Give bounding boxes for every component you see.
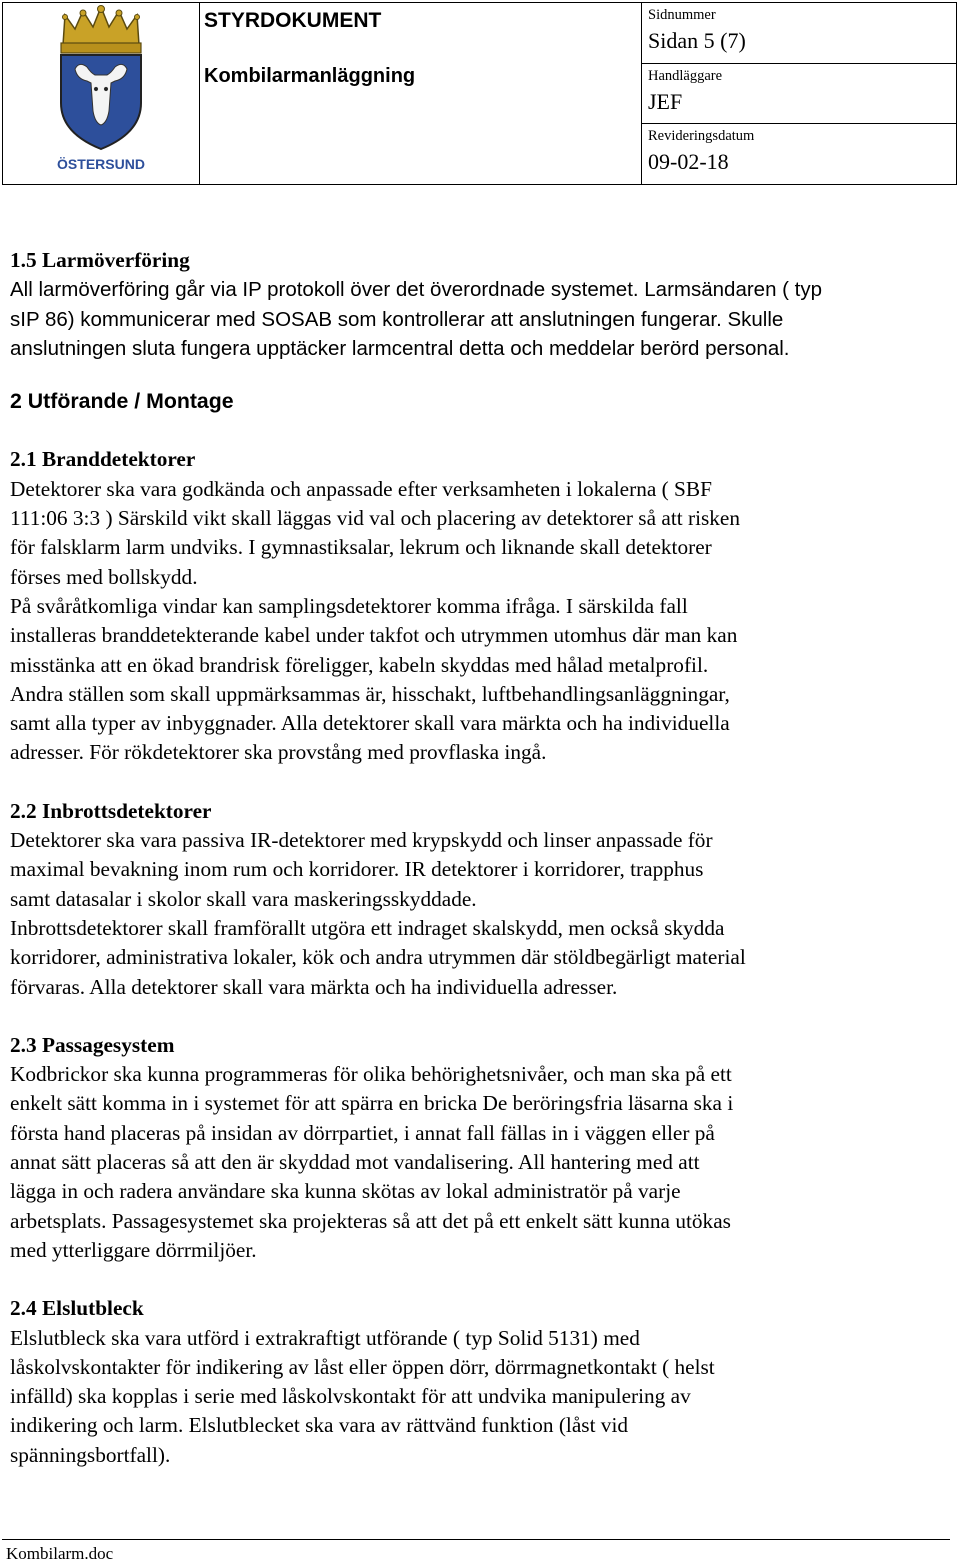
handler-row [642,64,956,125]
logo-banner-text: ÖSTERSUND [57,156,145,172]
section-heading-2: 2 Utförande / Montage [10,389,234,414]
section-body-2-3: Kodbrickor ska kunna programmeras för olika behörighetsnivåer, och man ska på ett enkelt sätt komma in i systemet för att spärra en bricka De beröringsfria läsarna ska i första hand placeras på insidan av dörrpartiet, i annat fall fällas in i väggen eller på annat sätt placeras så att den är skyddad mot vandalisering. All hantering med att lägga in och radera användare ska kunna skötas av lokal administratör på varje arbetsplats. Passagesystemet ska projekteras så att det på ett enkelt sätt kunna utökas med ytterliggare dörrmiljöer. [10,1062,734,1262]
revision-date-row [642,124,956,184]
page-number-row [642,3,956,64]
metadata-cell [642,3,956,184]
section-heading-1-5: 1.5 Larmöverföring [10,248,190,272]
section-heading-2-4: 2.4 Elslutbleck [10,1296,144,1321]
document-body [10,246,930,1470]
crown-icon [61,6,141,54]
section-heading-2-2: 2.2 Inbrottsdetektorer [10,798,212,823]
section-body-2-2: Detektorer ska vara passiva IR-detektorer med krypskydd och linser anpassade för maximal bevakning inom rum och korridorer. IR detektorer i korridorer, trapphus samt datasalar i skolor skall vara maskeringsskyddade. Inbrottsdetektorer skall framförallt utgöra ett indraget skalskydd, men också skydda korridorer, administrativa lokaler, kök och andra utrymmen där stöldbegärligt material förvaras. Alla detektorer skall vara märkta och ha individuella adresser. [10,828,746,999]
document-name: Kombilarmanläggning [204,65,416,87]
logo-cell [3,3,200,184]
footer-filename: Kombilarm.doc [6,1544,114,1563]
section-body-2-4: Elslutbleck ska vara utförd i extrakraftigt utförande ( typ Solid 5131) med låskolvskontakter för indikering av låst eller öppen dörr, dörrmagnetkontakt ( helst infälld) ska kopplas i serie med låskolvskontakt för att undvika manipulering av indikering och larm. Elslutblecket ska vara av rättvänd funktion (låst vid spänningsbortfall). [10,1325,715,1467]
document-type: STYRDOKUMENT [204,9,382,32]
section-body-1-5: All larmöverföring går via IP protokoll över det överordnade systemet. Larmsändaren ( typ sIP 86) kommunicerar med SOSAB som kontrollerar att anslutningen fungerar. Skulle anslutningen sluta fungera upptäcker larmcentral detta och meddelar berörd personal. [10,278,823,360]
handler-label: Handläggare [648,67,723,84]
title-cell [200,3,642,184]
section-body-2-1: Detektorer ska vara godkända och anpassade efter verksamheten i lokalerna ( SBF 111:06 3:3 ) Särskild vikt skall läggas vid val och placering av detektorer så att risken för falsklarm larm undviks. I gymnastiksalar, lekrum och liknande skall detektorer förses med bollskydd. På svåråtkomliga vindar kan samplingsdetektorer komma ifråga. I särskilda fall installeras branddetekterande kabel under takfot och utrymmen utomhus där man kan misstänka att en ökad brandrisk föreligger, kabeln skyddas med hålad metalprofil. Andra ställen som skall uppmärksammas är, hisschakt, luftbehandlingsanläggningar, samt alla typer av inbyggnader. Alla detektorer skall vara märkta och ha individuella adresser. För rökdetektorer ska provstång med provflaska ingå. [10,476,741,765]
page-number-label: Sidnummer [648,7,716,23]
revision-date-label: Revideringsdatum [648,128,755,145]
footer-divider [2,1539,950,1540]
section-heading-2-3: 2.3 Passagesystem [10,1032,175,1057]
page-number-value: Sidan 5 (7) [648,28,746,53]
section-heading-2-1: 2.1 Branddetektorer [10,447,196,472]
document-header [2,2,957,185]
revision-date-value: 09-02-18 [648,149,729,175]
ostersund-coat-of-arms-logo [3,3,199,184]
handler-value: JEF [648,88,683,114]
